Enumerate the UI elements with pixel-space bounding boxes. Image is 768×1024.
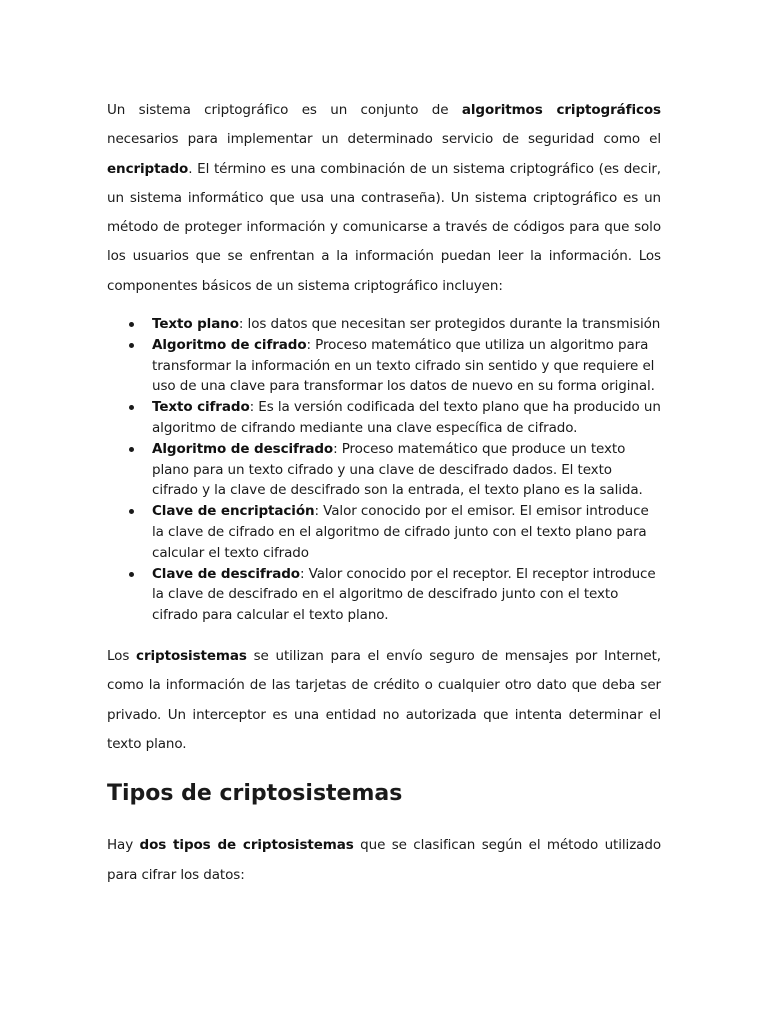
list-item [107, 314, 661, 335]
list-item [107, 439, 661, 501]
bullet-icon [129, 322, 134, 327]
list-item-term: Clave de encriptación [152, 503, 315, 520]
bullet-icon [129, 447, 134, 452]
crypto-bold-term: criptosistemas [136, 648, 247, 665]
intro-text-2: necesarios para implementar un determinado servicio de seguridad como el [107, 131, 661, 148]
intro-text-3: . El término es una combinación de un sistema criptográfico (es decir, un sistema informático que usa una contraseña). Un sistema criptográfico es un método de proteger información y comunicarse a través de códigos para que solo los usuarios que se enfrentan a la información puedan leer la información. Los componentes básicos de un sistema criptográfico incluyen: [107, 160, 661, 294]
intro-bold-encrypted: encriptado [107, 160, 189, 177]
crypto-text-2: se utilizan para el envío seguro de mensajes por Internet, como la información de las tarjetas de crédito o cualquier otro dato que deba ser privado. Un interceptor es una entidad no autorizada que intenta determinar el texto plano. [107, 648, 662, 752]
list-item [107, 335, 661, 397]
types-paragraph [107, 831, 661, 890]
list-item-term: Algoritmo de descifrado [152, 440, 334, 457]
crypto-text-1: Los [107, 648, 137, 665]
types-text-1: Hay [107, 837, 140, 854]
list-item-desc: : Valor conocido por el emisor. El emisor introduce la clave de cifrado en el algoritmo de cifrado junto con el texto plano para calcular el texto cifrado [152, 503, 649, 561]
list-item-desc: : Proceso matemático que produce un texto plano para un texto cifrado y una clave de descifrado dados. El texto cifrado y la clave de descifrado son la entrada, el texto plano es la salida. [152, 440, 643, 499]
list-item-desc: : Valor conocido por el receptor. El receptor introduce la clave de descifrado en el algoritmo de descifrado junto con el texto cifrado para calcular el texto plano. [152, 565, 656, 624]
intro-text-1: Un sistema criptográfico es un conjunto de [107, 102, 462, 118]
list-item-desc: : Es la versión codificada del texto plano que ha producido un algoritmo de cifrando mediante una clave específica de cifrado. [152, 399, 661, 437]
bullet-icon [129, 509, 134, 514]
bullet-icon [129, 405, 134, 410]
types-bold-term: dos tipos de criptosistemas [139, 837, 354, 854]
cryptosystems-paragraph [107, 642, 661, 759]
intro-paragraph [107, 96, 661, 301]
bullet-icon [129, 343, 134, 348]
list-item-term: Texto cifrado [152, 399, 250, 416]
components-list [107, 314, 661, 626]
bullet-icon [129, 572, 134, 577]
list-item-desc: : los datos que necesitan ser protegidos durante la transmisión [238, 316, 661, 333]
list-item-term: Texto plano [152, 316, 239, 333]
intro-bold-algorithms: algoritmos criptográficos [461, 102, 661, 118]
list-item [107, 564, 661, 626]
list-item-term: Clave de descifrado [152, 565, 300, 582]
types-text-2: que se clasifican según el método utilizado para cifrar los datos: [107, 837, 661, 883]
list-item [107, 501, 661, 563]
list-item-term: Algoritmo de cifrado [152, 336, 307, 353]
document-page [107, 96, 661, 890]
list-item-desc: : Proceso matemático que utiliza un algoritmo para transformar la información en un texto cifrado sin sentido y que requiere el uso de una clave para transformar los datos de nuevo en su forma original. [152, 336, 655, 395]
list-item [107, 397, 661, 439]
section-heading: Tipos de criptosistemas [107, 781, 403, 807]
